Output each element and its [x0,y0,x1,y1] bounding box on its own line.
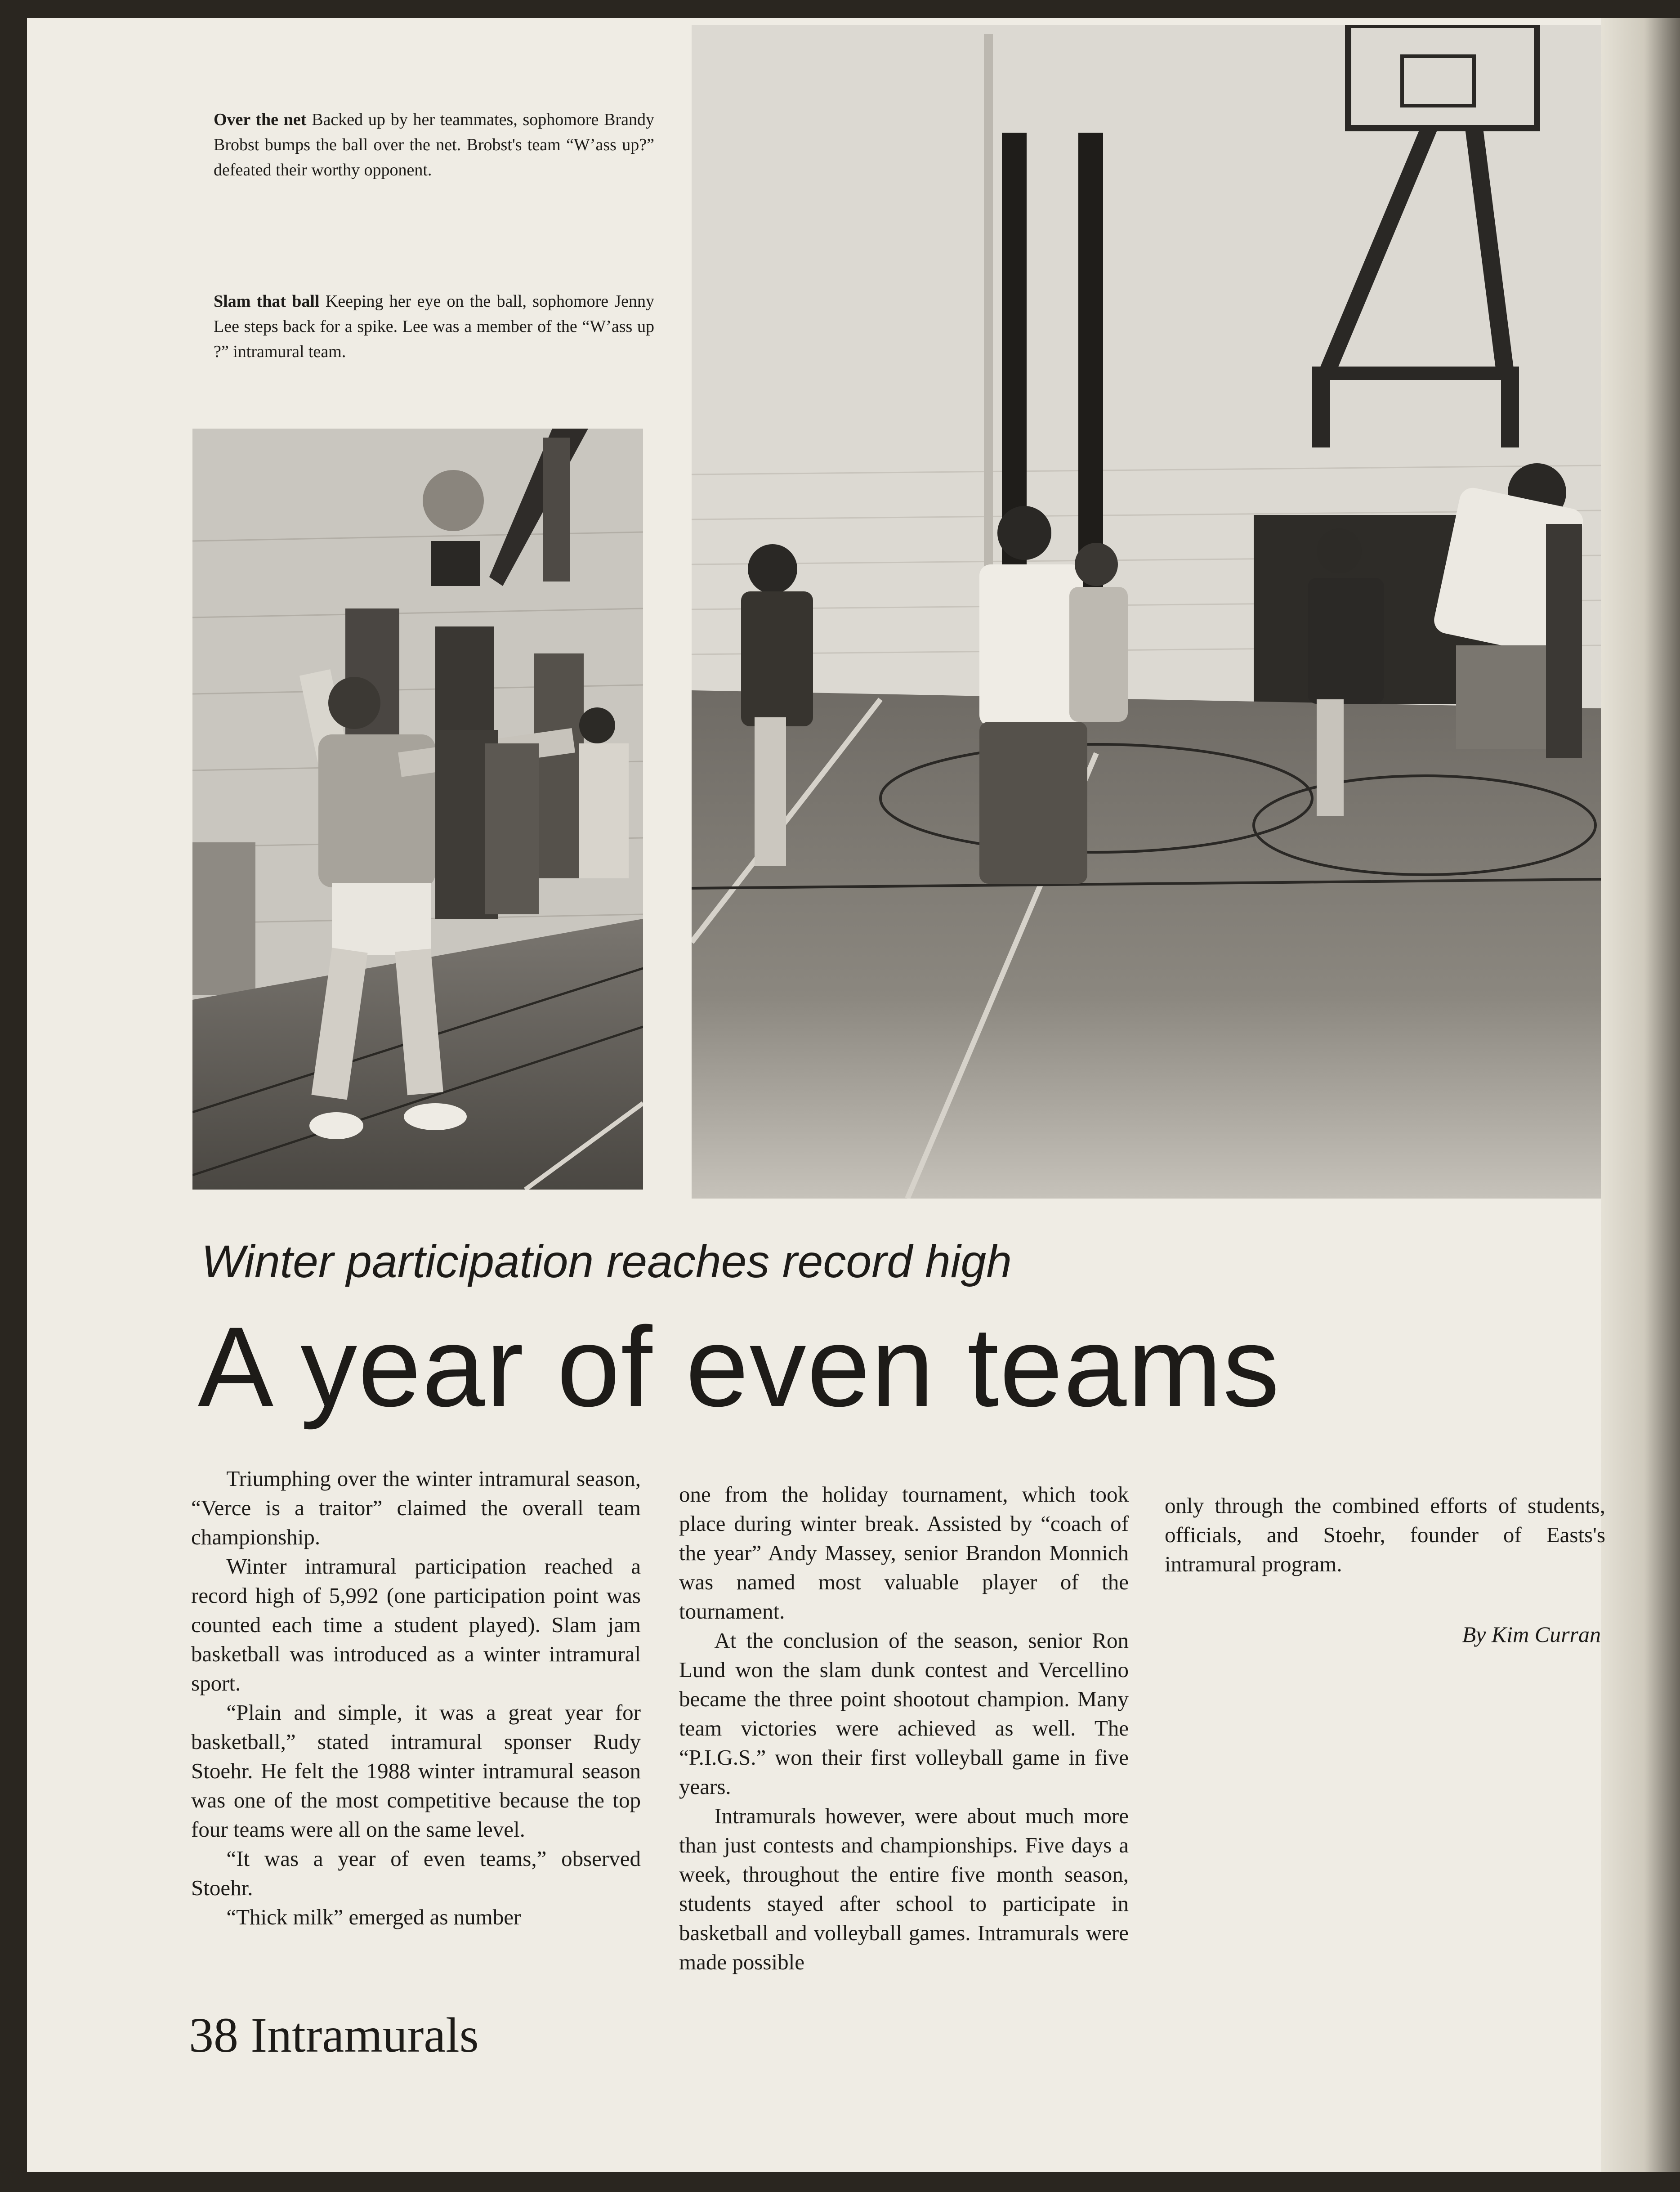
caption-slam-that-ball [214,289,654,364]
paragraph: only through the combined efforts of students, officials, and Stoehr, founder of Easts's intramural program. [1165,1493,1605,1576]
paragraph: “Thick milk” emerged as number [226,1905,521,1929]
caption-over-the-net [214,107,654,183]
byline: By Kim Curran [1462,1622,1601,1647]
page-folio: 38 Intramurals [189,2008,479,2062]
paragraph: Intramurals however, were about much more than just contests and championships. Five days a week, throughout the entire five month season, students stayed after school to participate in basketball and volleyball games. Intramurals were made possible [679,1803,1129,1974]
paragraph: Triumphing over the winter intramural season, “Verce is a traitor” claimed the overall team championship. [191,1466,641,1549]
page-edge [1601,18,1680,2172]
article-column-2 [679,1480,1129,1977]
paragraph: “Plain and simple, it was a great year for basketball,” stated intramural sponser Rudy Stoehr. He felt the 1988 winter intramural season was one of the most competitive because the top four teams were all on the same level. [191,1700,641,1842]
paragraph: At the conclusion of the season, senior Ron Lund won the slam dunk contest and Vercellino became the three point shootout champion. Many team victories were achieved as well. The “P.I.G.S.” won their first volleyball game in five years. [679,1628,1129,1799]
article-headline: A year of even teams [198,1304,1281,1430]
caption-lead: Slam that ball [214,292,320,311]
caption-text: Keeping her eye on the ball, sophomore Jenny Lee steps back for a spike. Lee was a member of the “W’ass up ?” intramural team. [214,292,654,361]
paragraph: one from the holiday tournament, which took place during winter break. Assisted by “coach of the year” Andy Massey, senior Brandon Monnich was named most valuable player of the tournament. [679,1482,1129,1624]
article-kicker: Winter participation reaches record high [201,1236,1012,1287]
article-column-1 [191,1464,641,1932]
caption-text: Backed up by her teammates, sophomore Brandy Brobst bumps the ball over the net. Brobst's team “W’ass up?” defeated their worthy opponent. [214,110,654,179]
photo-volleyball-game [692,25,1601,1199]
paragraph: Winter intramural participation reached a record high of 5,992 (one participation point was counted each time a student played). Slam jam basketball was introduced as a winter intramural sport. [191,1554,641,1695]
photo-spike [192,429,643,1190]
paragraph: “It was a year of even teams,” observed Stoehr. [191,1846,641,1900]
caption-lead: Over the net [214,110,307,129]
article-column-3 [1165,1491,1605,1579]
